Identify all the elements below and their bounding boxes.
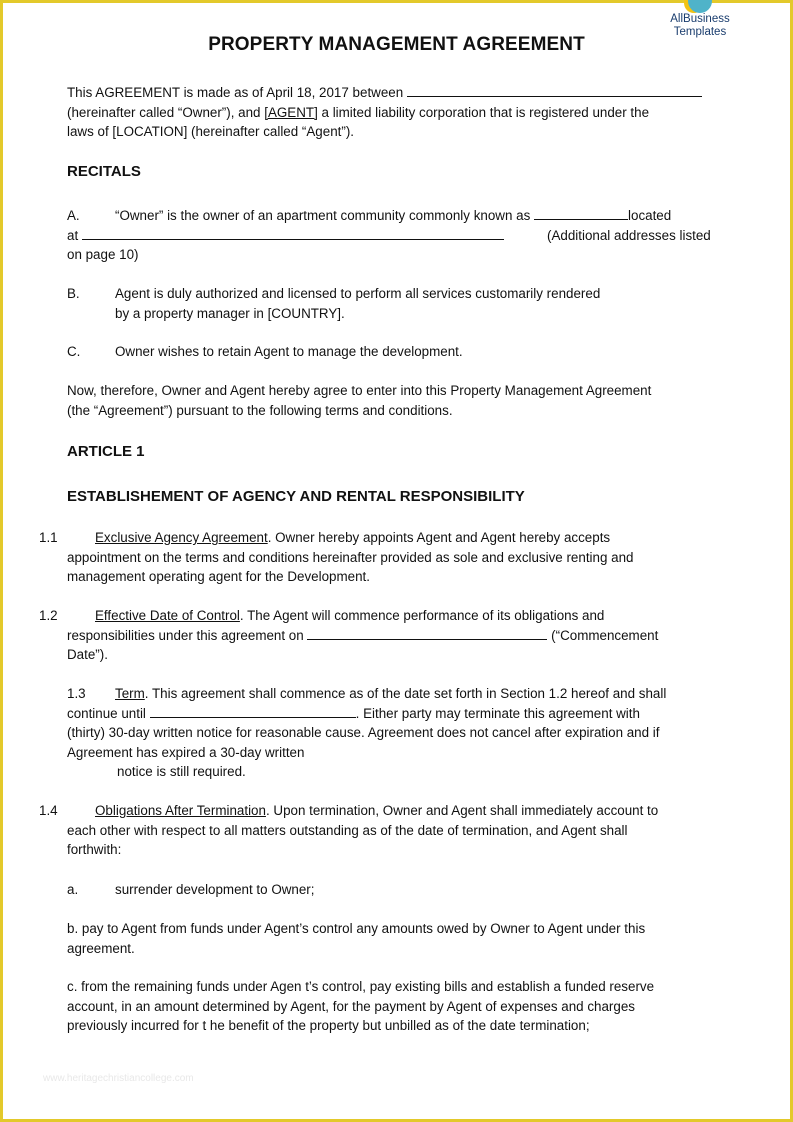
item-a <box>67 880 739 900</box>
item-b-line2: agreement. <box>67 940 135 956</box>
recital-a-located: located <box>628 208 672 223</box>
address-blank <box>82 226 504 240</box>
article-heading: ARTICLE 1 <box>67 443 145 460</box>
section-1-1-number: 1.1 <box>39 530 58 545</box>
recital-c <box>67 342 731 362</box>
now-line2: (the “Agreement”) pursuant to the following terms and conditions. <box>67 402 453 418</box>
item-b-line1: b. pay to Agent from funds under Agent’s control any amounts owed by Owner to Agent under this <box>67 921 646 936</box>
recital-b-line2: by a property manager in [COUNTRY]. <box>115 305 345 321</box>
section-1-4-number: 1.4 <box>39 803 58 818</box>
recital-b-label: B. <box>67 286 80 301</box>
section-1-4 <box>39 801 739 860</box>
term-end-blank <box>150 704 356 718</box>
section-1-2-line2: responsibilities under this agreement on <box>67 627 304 643</box>
section-1-3-line2: continue until <box>67 705 146 721</box>
owner-name-blank <box>407 83 702 97</box>
logo-line1: AllBusiness <box>670 13 730 25</box>
logo-mark-icon <box>660 3 740 13</box>
item-a-label: a. <box>67 882 79 897</box>
recital-c-line1: Owner wishes to retain Agent to manage the development. <box>115 344 463 359</box>
section-1-3-line1: . This agreement shall commence as of the date set forth in Section 1.2 hereof and shall <box>144 686 667 701</box>
section-1-2-number: 1.2 <box>39 608 58 623</box>
item-c-line2: account, in an amount determined by Agent, for the payment by Agent of expenses and charges <box>67 998 635 1014</box>
section-1-2-title: Effective Date of Control <box>95 608 240 623</box>
section-1-4-line1: . Upon termination, Owner and Agent shall immediately account to <box>265 803 659 818</box>
document-title: PROPERTY MANAGEMENT AGREEMENT <box>208 34 585 55</box>
intro-line3: laws of [LOCATION] (hereinafter called “Agent”). <box>67 124 355 140</box>
intro-paragraph <box>67 83 727 142</box>
item-c <box>67 977 739 1036</box>
intro-line2a: (hereinafter called “Owner”), and <box>67 104 265 120</box>
item-a-text: surrender development to Owner; <box>115 882 315 897</box>
section-1-3-line2b: . Either party may terminate this agreement with <box>355 705 640 721</box>
section-1-1-line2: appointment on the terms and conditions hereinafter provided as sole and exclusive renting and <box>67 549 634 565</box>
recital-a-label: A. <box>67 208 80 223</box>
section-1-3 <box>67 684 739 782</box>
section-1-1-title: Exclusive Agency Agreement <box>95 530 268 545</box>
section-1-4-line3: forthwith: <box>67 842 122 858</box>
agent-placeholder: [AGENT] <box>264 104 318 120</box>
recital-a-at: at <box>67 227 79 243</box>
section-1-3-line5: notice is still required. <box>117 764 246 780</box>
item-c-line1: c. from the remaining funds under Agen t’s control, pay existing bills and establish a funded reserve <box>67 979 655 994</box>
now-therefore-paragraph <box>67 381 731 420</box>
recital-b <box>67 284 731 323</box>
section-1-2-line1: . The Agent will commence performance of its obligations and <box>239 608 605 623</box>
section-1-3-title: Term <box>115 686 145 701</box>
community-name-blank <box>534 206 628 220</box>
recital-a-line3: on page 10) <box>67 247 139 263</box>
section-1-1-line3: management operating agent for the Development. <box>67 569 370 585</box>
item-b <box>67 919 739 958</box>
recital-a-additional: (Additional addresses listed <box>547 227 711 243</box>
recital-a <box>67 206 731 265</box>
section-1-1 <box>39 528 739 587</box>
recital-b-line1: Agent is duly authorized and licensed to perform all services customarily rendered <box>115 286 601 301</box>
section-1-2-line3: Date”). <box>67 647 108 663</box>
item-c-line3: previously incurred for t he benefit of the property but unbilled as of the date termination; <box>67 1018 590 1034</box>
logo-line2: Templates <box>673 26 727 38</box>
recital-a-line1: “Owner” is the owner of an apartment community commonly known as <box>115 208 531 223</box>
section-1-4-line2: each other with respect to all matters outstanding as of the date of termination, and Agent shall <box>67 822 628 838</box>
intro-line1: This AGREEMENT is made as of April 18, 2017 between <box>67 85 404 100</box>
section-1-1-line1: . Owner hereby appoints Agent and Agent hereby accepts <box>267 530 611 545</box>
section-1-3-line4: Agreement has expired a 30-day written <box>67 744 305 760</box>
article-subheading: ESTABLISHEMENT OF AGENCY AND RENTAL RESPONSIBILITY <box>67 488 525 505</box>
recital-c-label: C. <box>67 344 81 359</box>
section-1-2 <box>39 606 739 665</box>
watermark-text: www.heritagechristiancollege.com <box>43 1073 194 1084</box>
section-1-2-commencement: (“Commencement <box>551 627 659 643</box>
section-1-4-title: Obligations After Termination <box>95 803 266 818</box>
now-line1: Now, therefore, Owner and Agent hereby agree to enter into this Property Management Agreement <box>67 383 652 398</box>
section-1-3-line3: (thirty) 30-day written notice for reasonable cause. Agreement does not cancel after expiration and if <box>67 725 660 741</box>
recitals-heading: RECITALS <box>67 163 141 180</box>
intro-line2b: a limited liability corporation that is registered under the <box>317 104 650 120</box>
section-1-3-number: 1.3 <box>67 686 86 701</box>
commencement-date-blank <box>307 626 547 640</box>
